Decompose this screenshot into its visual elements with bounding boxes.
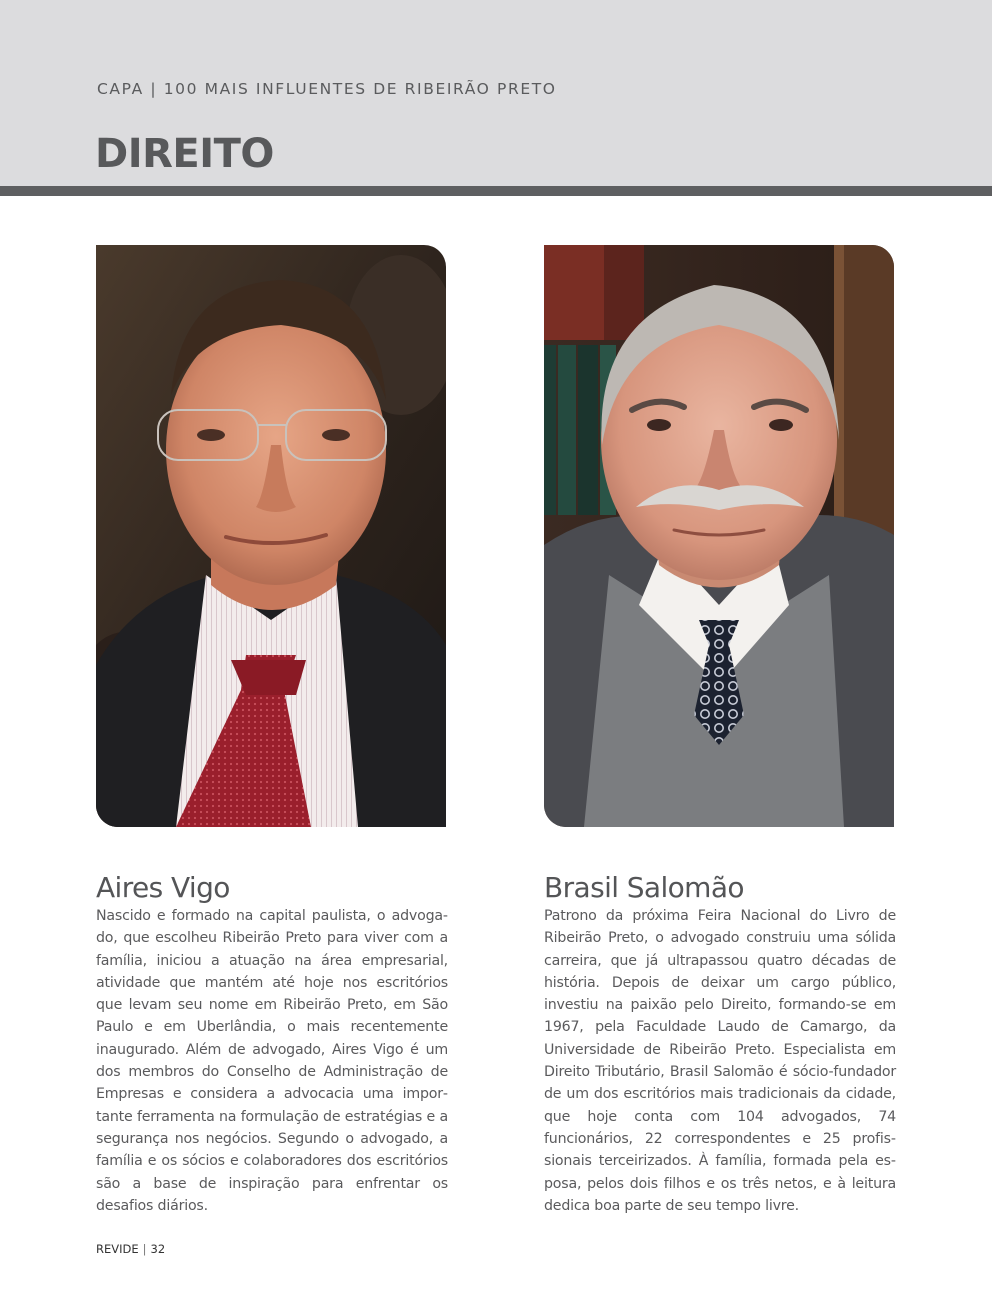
page-footer: [96, 1242, 165, 1256]
portrait-man-mustache-icon: [544, 245, 894, 827]
page-title: DIREITO: [95, 131, 274, 177]
section-kicker: [97, 80, 557, 98]
portrait-photo-brasil-salomao: [544, 245, 894, 827]
footer-magazine: REVIDE: [96, 1242, 139, 1256]
portrait-man-glasses-icon: [96, 245, 446, 827]
footer-separator: |: [142, 1242, 147, 1256]
profile-bio-aires-vigo: Nascido e formado na capital paulista, o advogado, que escolheu Ribeirão Preto para viver com a família, iniciou a atuação na área empresarial, atividade que mantém até hoje nos escritórios que levam seu nome em Ribeirão Preto, em São Paulo e em Uberlândia, o mais recentemente inaugurado. Além de advogado, Aires Vigo é um dos membros do Conselho de Administração de Empresas e considera a advocacia uma importante ferramenta na formulação de estratégias e a segurança nos negócios. Segundo o advogado, a família e os sócios e colaboradores dos escritórios são a base de inspiração para enfrentar os desafios diários.: [96, 908, 448, 1214]
profile-name-brasil-salomao: Brasil Salomão: [544, 871, 744, 904]
portrait-photo-aires-vigo: [96, 245, 446, 827]
kicker-series: 100 MAIS INFLUENTES DE RIBEIRÃO PRETO: [163, 80, 557, 98]
kicker-separator: |: [150, 80, 158, 98]
footer-page-number: 32: [150, 1242, 166, 1256]
profile-bio-brasil-salomao: Patrono da próxima Feira Nacional do Livro de Ribeirão Preto, o advogado construiu uma sólida carreira, que já ultrapassou quatro décadas de história. Depois de deixar um cargo público, investiu na paixão pelo Direito, formando-se em 1967, pela Faculdade Laudo de Camargo, da Universidade de Ribeirão Preto. Especialista em Direito Tributário, Brasil Salomão é sócio-fundador de um dos escritórios mais tradicionais da cidade, que hoje conta com 104 advogados, 74 funcionários, 22 correspondentes e 25 profissionais terceirizados. À família, formada pela esposa, pelos dois filhos e os três netos, e à leitura dedica boa parte de seu tempo livre.: [544, 908, 896, 1214]
header-divider: [0, 186, 992, 196]
profile-name-aires-vigo: Aires Vigo: [96, 871, 230, 904]
kicker-section: CAPA: [97, 80, 144, 98]
